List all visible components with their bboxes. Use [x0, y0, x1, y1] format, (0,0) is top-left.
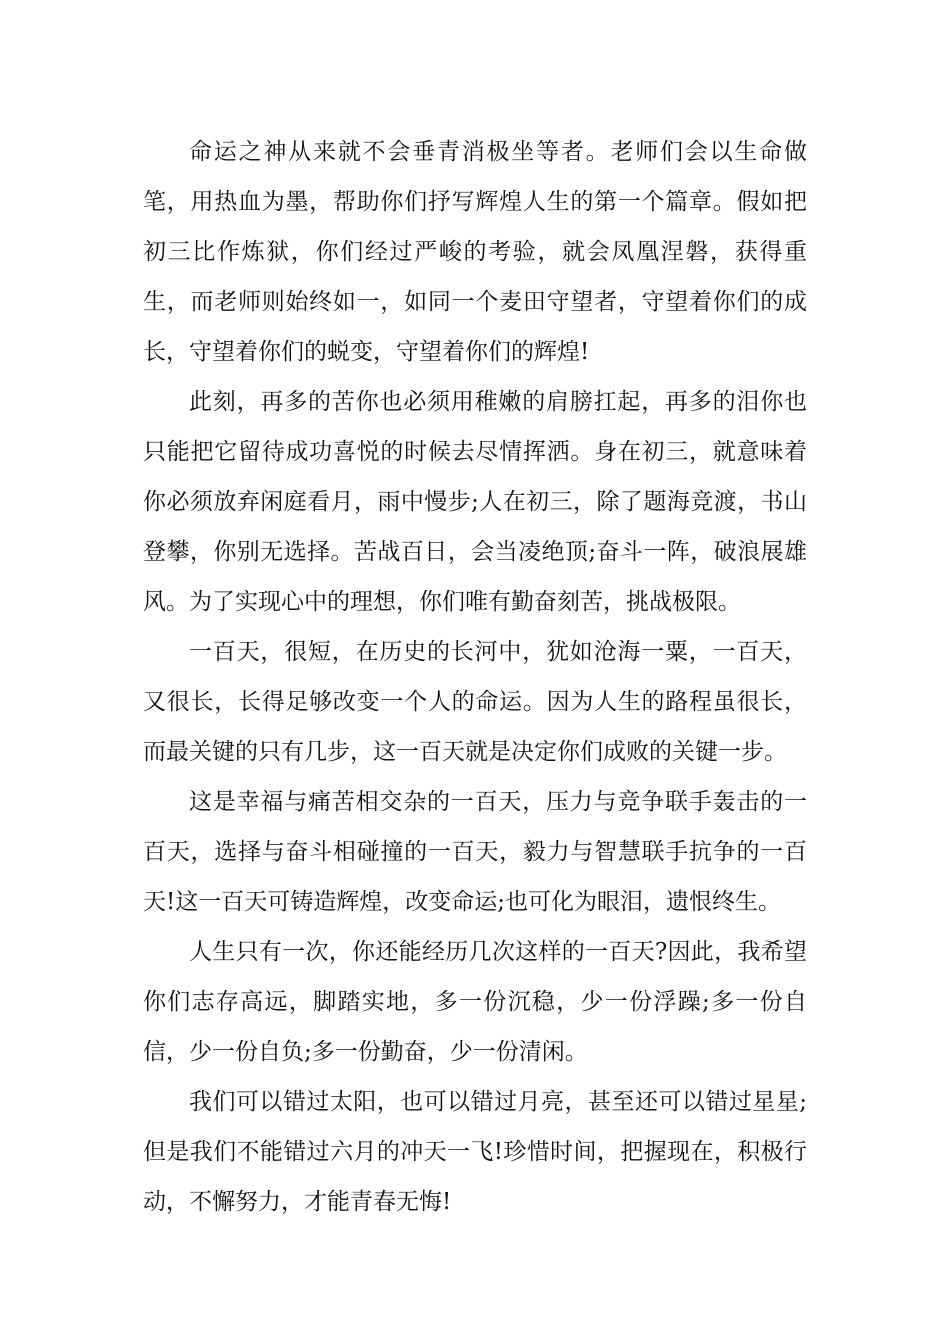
paragraph-5: 人生只有一次，你还能经历几次这样的一百天?因此，我希望你们志存高远，脚踏实地，多一份沉稳，少一份浮躁;多一份自信，少一份自负;多一份勤奋，少一份清闲。	[143, 939, 807, 1065]
paragraph-4: 这是幸福与痛苦相交杂的一百天，压力与竞争联手轰击的一百天，选择与奋斗相碰撞的一百天，毅力与智慧联手抗争的一百天!这一百天可铸造辉煌，改变命运;也可化为眼泪，遗恨终生。	[143, 789, 807, 915]
paragraph-6: 我们可以错过太阳，也可以错过月亮，甚至还可以错过星星;但是我们不能错过六月的冲天一飞!珍惜时间，把握现在，积极行动，不懈努力，才能青春无悔!	[143, 1089, 807, 1215]
document-body	[143, 127, 807, 1227]
paragraph-3: 一百天，很短，在历史的长河中，犹如沧海一粟，一百天，又很长，长得足够改变一个人的命运。因为人生的路程虽很长，而最关键的只有几步，这一百天就是决定你们成败的关键一步。	[143, 639, 807, 765]
paragraph-1: 命运之神从来就不会垂青消极坐等者。老师们会以生命做笔，用热血为墨，帮助你们抒写辉煌人生的第一个篇章。假如把初三比作炼狱，你们经过严峻的考验，就会凤凰涅磐，获得重生，而老师则始终如一，如同一个麦田守望者，守望着你们的成长，守望着你们的蜕变，守望着你们的辉煌!	[143, 139, 807, 365]
paragraph-2: 此刻，再多的苦你也必须用稚嫩的肩膀扛起，再多的泪你也只能把它留待成功喜悦的时候去尽情挥洒。身在初三，就意味着你必须放弃闲庭看月，雨中慢步;人在初三，除了题海竞渡，书山登攀，你别无选择。苦战百日，会当凌绝顶;奋斗一阵，破浪展雄风。为了实现心中的理想，你们唯有勤奋刻苦，挑战极限。	[143, 389, 807, 615]
